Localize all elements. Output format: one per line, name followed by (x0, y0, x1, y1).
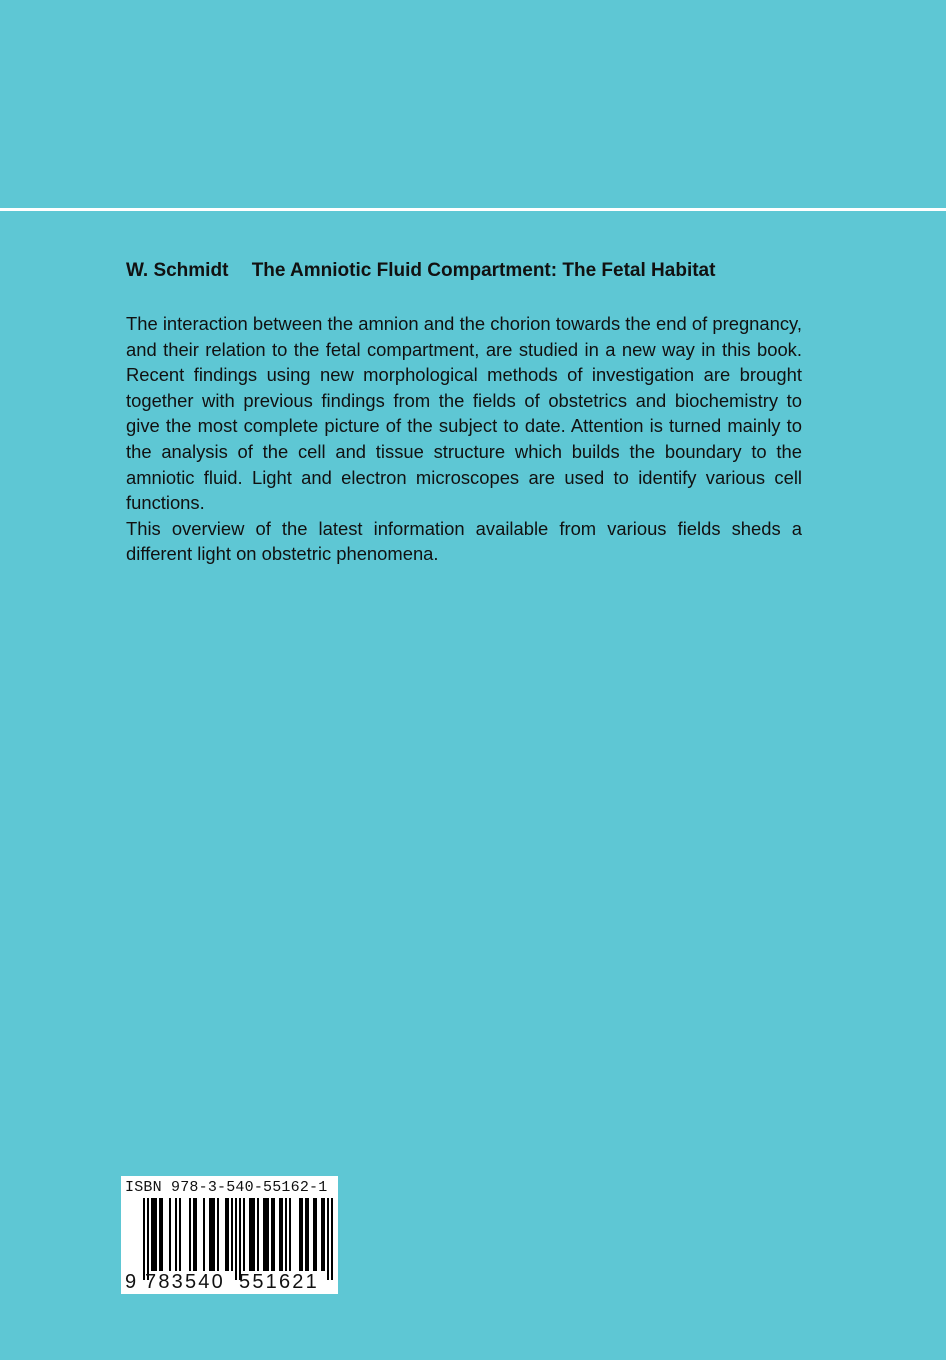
barcode-bar (331, 1198, 333, 1280)
author-name: W. Schmidt (126, 260, 229, 281)
barcode-bar (279, 1198, 281, 1271)
barcode-bar (153, 1198, 155, 1271)
book-heading (126, 260, 715, 282)
barcode-bar (289, 1198, 291, 1271)
barcode-bar (305, 1198, 307, 1271)
barcode-bar (285, 1198, 287, 1271)
barcode-bar (179, 1198, 181, 1271)
description-paragraph: This overview of the latest information available from various fields sheds a different light on obstetric phenomena. (126, 517, 802, 565)
barcode-bar (227, 1198, 229, 1271)
barcode-bar (211, 1198, 213, 1271)
barcode-bar (299, 1198, 301, 1271)
barcode-bar (175, 1198, 177, 1271)
barcode-bar (315, 1198, 317, 1271)
barcode-bar (253, 1198, 255, 1271)
horizontal-rule (0, 208, 946, 211)
barcode-bar (281, 1198, 283, 1271)
barcode-first-digit: 9 (125, 1271, 137, 1293)
barcode-bar (161, 1198, 163, 1271)
barcode-bar (243, 1198, 245, 1271)
barcode-bar (271, 1198, 273, 1271)
barcode-bar (235, 1198, 237, 1280)
barcode-bar (169, 1198, 171, 1271)
barcode-bar (307, 1198, 309, 1271)
barcode-bar (321, 1198, 323, 1271)
barcode-bar (151, 1198, 153, 1271)
barcode-bar (203, 1198, 205, 1271)
barcode-bar (239, 1198, 241, 1280)
barcode-bar (249, 1198, 251, 1271)
barcode-right-digits: 551621 (239, 1271, 319, 1293)
isbn-label: ISBN 978-3-540-55162-1 (125, 1179, 328, 1196)
barcode-bar (263, 1198, 265, 1271)
barcode-bar (231, 1198, 233, 1271)
barcode-bar (209, 1198, 211, 1271)
barcode-bar (265, 1198, 267, 1271)
isbn-barcode (121, 1176, 338, 1294)
barcode-bar (251, 1198, 253, 1271)
description-paragraph: The interaction between the amnion and the chorion towards the end of pregnancy, and their relation to the fetal compartment, are studied in a new way in this book. Recent findings using new morphological methods of investigation are brought together with previous findings from the fields of obstetrics and biochemistry to give the most complete picture of the subject to date. Attention is turned mainly to the analysis of the cell and tissue structure which builds the boundary to the amniotic fluid. Light and electron microscopes are used to identify various cell functions. (126, 313, 802, 514)
barcode-bar (225, 1198, 227, 1271)
barcode-bar (155, 1198, 157, 1271)
barcode-bar (327, 1198, 329, 1280)
barcode-bar (313, 1198, 315, 1271)
barcode-bar (267, 1198, 269, 1271)
barcode-bar (213, 1198, 215, 1271)
barcode-bar (193, 1198, 195, 1271)
barcode-bar (323, 1198, 325, 1271)
barcode-bar (159, 1198, 161, 1271)
barcode-left-digits: 783540 (145, 1271, 225, 1293)
barcode-bar (257, 1198, 259, 1271)
barcode-bar (273, 1198, 275, 1271)
barcode-bar (147, 1198, 149, 1280)
barcode-bar (143, 1198, 145, 1280)
barcode-bar (189, 1198, 191, 1271)
book-title: The Amniotic Fluid Compartment: The Fetal Habitat (251, 260, 716, 281)
barcode-bar (217, 1198, 219, 1271)
barcode-bar (301, 1198, 303, 1271)
book-description (126, 311, 802, 567)
barcode-bar (195, 1198, 197, 1271)
